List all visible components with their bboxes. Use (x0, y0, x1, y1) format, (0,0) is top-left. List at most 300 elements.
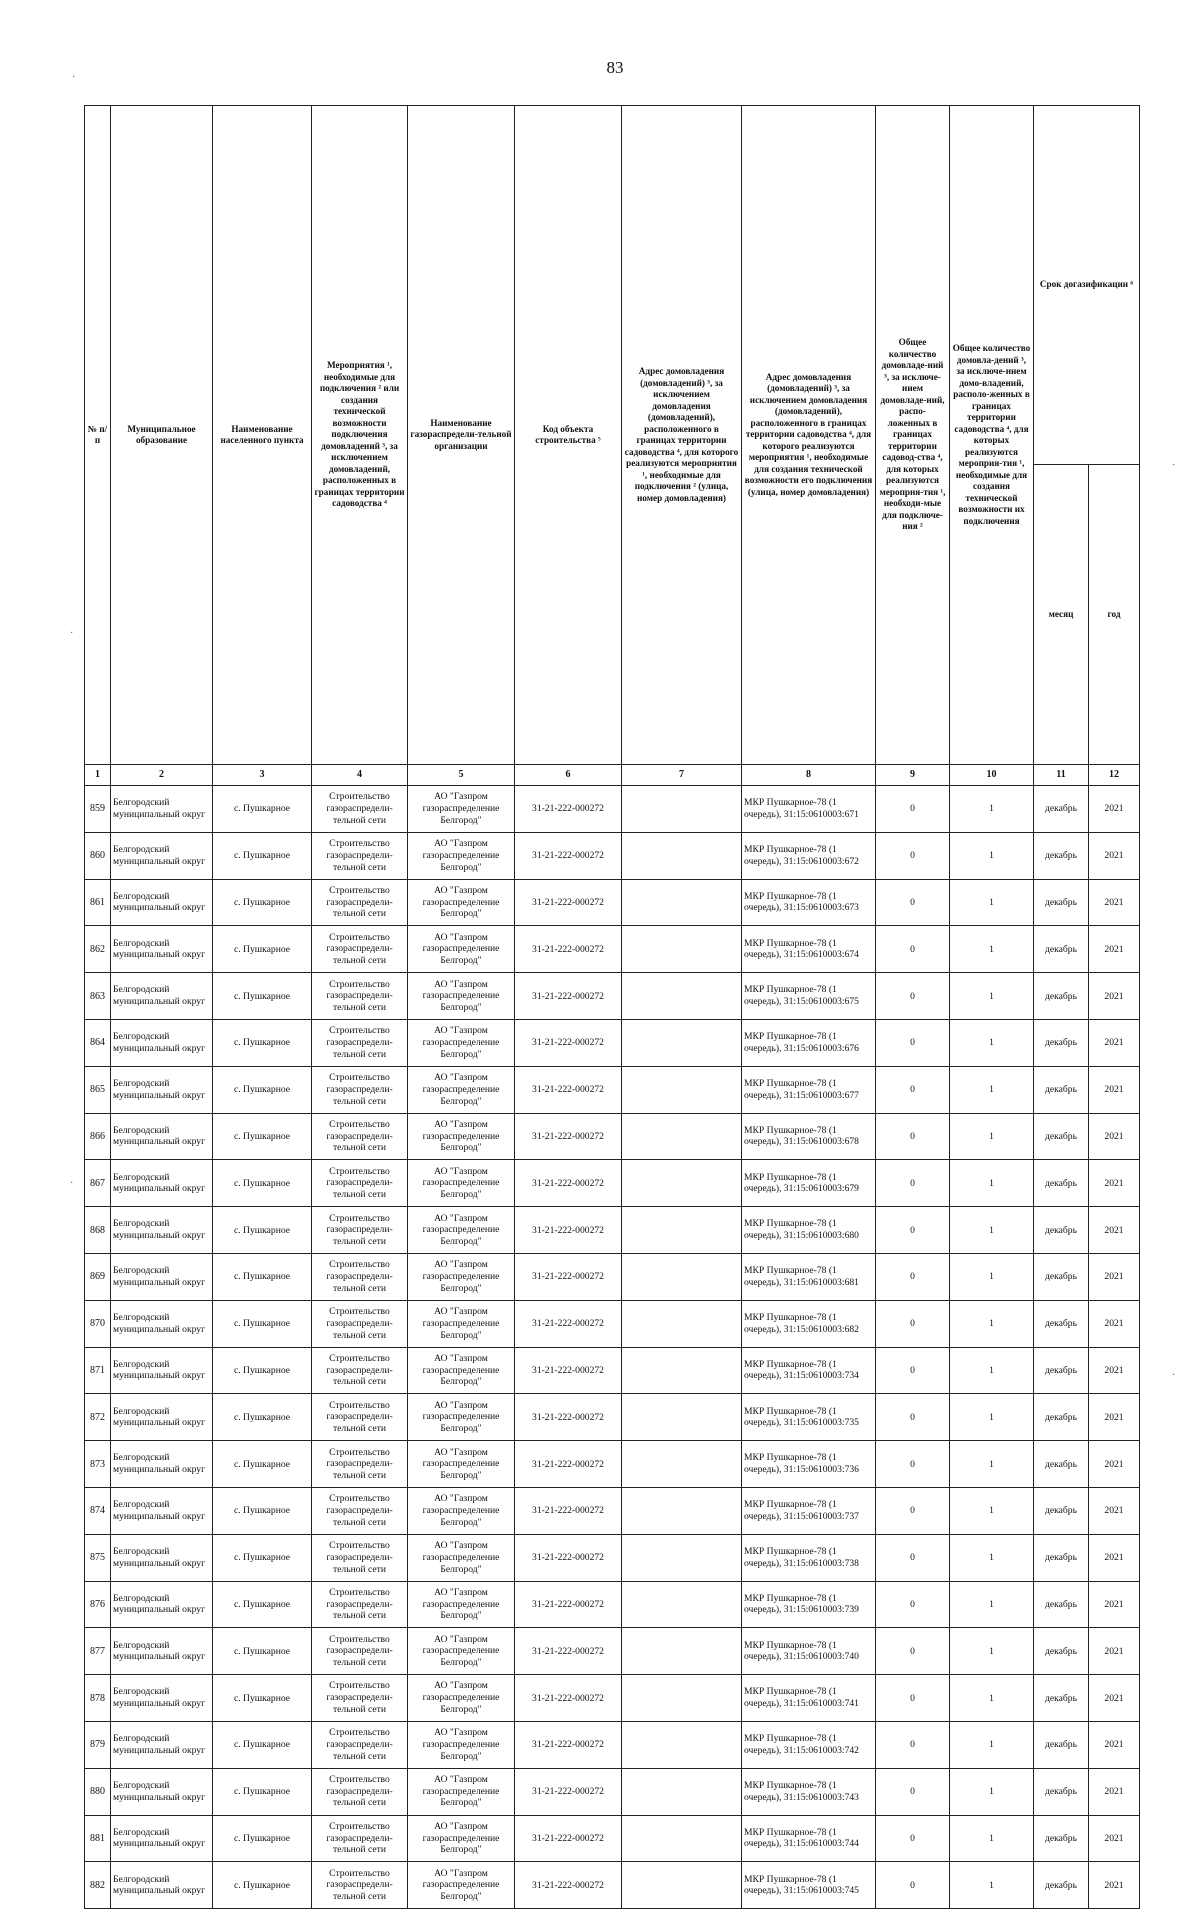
table-row (85, 1768, 1140, 1815)
locality-cell: с. Пушкарное (213, 1113, 312, 1160)
address-capability-cell: МКР Пушкарное-78 (1 очередь), 31:15:0610003:739 (742, 1581, 876, 1628)
address-capability-cell: МКР Пушкарное-78 (1 очередь), 31:15:0610003:675 (742, 973, 876, 1020)
locality-cell: с. Пушкарное (213, 1534, 312, 1581)
count-connection-cell: 0 (876, 879, 950, 926)
row-number: 866 (85, 1113, 111, 1160)
event-cell: Строительство газораспредели-тельной сети (312, 1207, 408, 1254)
header-row (85, 106, 1140, 465)
municipality-cell: Белгородский муниципальный округ (111, 1862, 213, 1909)
address-capability-cell: МКР Пушкарное-78 (1 очередь), 31:15:0610003:736 (742, 1441, 876, 1488)
row-number: 879 (85, 1721, 111, 1768)
deadline-month-cell: декабрь (1034, 1394, 1089, 1441)
organization-cell: АО "Газпром газораспределение Белгород" (408, 1815, 515, 1862)
count-connection-cell: 0 (876, 786, 950, 833)
address-capability-cell: МКР Пушкарное-78 (1 очередь), 31:15:0610003:742 (742, 1721, 876, 1768)
deadline-year-cell: 2021 (1089, 1815, 1140, 1862)
address-connection-cell (622, 1534, 742, 1581)
municipality-cell: Белгородский муниципальный округ (111, 1675, 213, 1722)
header-col-5: Наименование газораспредели-тельной организации (408, 106, 515, 765)
event-cell: Строительство газораспредели-тельной сети (312, 786, 408, 833)
municipality-cell: Белгородский муниципальный округ (111, 1347, 213, 1394)
object-code-cell: 31-21-222-000272 (515, 1113, 622, 1160)
row-number: 873 (85, 1441, 111, 1488)
deadline-month-cell: декабрь (1034, 879, 1089, 926)
address-connection-cell (622, 1113, 742, 1160)
locality-cell: с. Пушкарное (213, 1675, 312, 1722)
municipality-cell: Белгородский муниципальный округ (111, 1300, 213, 1347)
deadline-year-cell: 2021 (1089, 1721, 1140, 1768)
address-connection-cell (622, 1019, 742, 1066)
row-number: 874 (85, 1487, 111, 1534)
count-connection-cell: 0 (876, 1300, 950, 1347)
deadline-month-cell: декабрь (1034, 1253, 1089, 1300)
municipality-cell: Белгородский муниципальный округ (111, 1487, 213, 1534)
object-code-cell: 31-21-222-000272 (515, 1581, 622, 1628)
address-capability-cell: МКР Пушкарное-78 (1 очередь), 31:15:0610003:743 (742, 1768, 876, 1815)
address-capability-cell: МКР Пушкарное-78 (1 очередь), 31:15:0610003:678 (742, 1113, 876, 1160)
table-row (85, 1300, 1140, 1347)
deadline-year-cell: 2021 (1089, 1675, 1140, 1722)
count-capability-cell: 1 (950, 1768, 1034, 1815)
address-capability-cell: МКР Пушкарное-78 (1 очередь), 31:15:0610003:741 (742, 1675, 876, 1722)
event-cell: Строительство газораспредели-тельной сети (312, 1441, 408, 1488)
deadline-year-cell: 2021 (1089, 926, 1140, 973)
column-number: 10 (950, 765, 1034, 786)
deadline-year-cell: 2021 (1089, 1628, 1140, 1675)
deadline-month-cell: декабрь (1034, 1628, 1089, 1675)
object-code-cell: 31-21-222-000272 (515, 973, 622, 1020)
organization-cell: АО "Газпром газораспределение Белгород" (408, 1768, 515, 1815)
table-row (85, 1207, 1140, 1254)
organization-cell: АО "Газпром газораспределение Белгород" (408, 879, 515, 926)
municipality-cell: Белгородский муниципальный округ (111, 1394, 213, 1441)
count-capability-cell: 1 (950, 1066, 1034, 1113)
deadline-year-cell: 2021 (1089, 1441, 1140, 1488)
count-connection-cell: 0 (876, 926, 950, 973)
address-connection-cell (622, 832, 742, 879)
locality-cell: с. Пушкарное (213, 1300, 312, 1347)
address-capability-cell: МКР Пушкарное-78 (1 очередь), 31:15:0610003:674 (742, 926, 876, 973)
organization-cell: АО "Газпром газораспределение Белгород" (408, 786, 515, 833)
event-cell: Строительство газораспредели-тельной сети (312, 1160, 408, 1207)
table-row (85, 1160, 1140, 1207)
table-row (85, 1347, 1140, 1394)
header-col-2: Муниципальное образование (111, 106, 213, 765)
count-capability-cell: 1 (950, 1534, 1034, 1581)
municipality-cell: Белгородский муниципальный округ (111, 1019, 213, 1066)
address-capability-cell: МКР Пушкарное-78 (1 очередь), 31:15:0610003:680 (742, 1207, 876, 1254)
address-connection-cell (622, 1815, 742, 1862)
deadline-year-cell: 2021 (1089, 832, 1140, 879)
address-connection-cell (622, 926, 742, 973)
deadline-year-cell: 2021 (1089, 973, 1140, 1020)
count-connection-cell: 0 (876, 832, 950, 879)
event-cell: Строительство газораспредели-тельной сети (312, 1253, 408, 1300)
deadline-year-cell: 2021 (1089, 1066, 1140, 1113)
organization-cell: АО "Газпром газораспределение Белгород" (408, 1253, 515, 1300)
municipality-cell: Белгородский муниципальный округ (111, 1207, 213, 1254)
row-number: 869 (85, 1253, 111, 1300)
locality-cell: с. Пушкарное (213, 1441, 312, 1488)
object-code-cell: 31-21-222-000272 (515, 1066, 622, 1113)
organization-cell: АО "Газпром газораспределение Белгород" (408, 832, 515, 879)
address-capability-cell: МКР Пушкарное-78 (1 очередь), 31:15:0610003:682 (742, 1300, 876, 1347)
locality-cell: с. Пушкарное (213, 1207, 312, 1254)
count-capability-cell: 1 (950, 1160, 1034, 1207)
count-capability-cell: 1 (950, 1019, 1034, 1066)
organization-cell: АО "Газпром газораспределение Белгород" (408, 1347, 515, 1394)
event-cell: Строительство газораспредели-тельной сети (312, 1487, 408, 1534)
locality-cell: с. Пушкарное (213, 879, 312, 926)
deadline-year-cell: 2021 (1089, 1768, 1140, 1815)
locality-cell: с. Пушкарное (213, 1628, 312, 1675)
locality-cell: с. Пушкарное (213, 1721, 312, 1768)
municipality-cell: Белгородский муниципальный округ (111, 926, 213, 973)
count-connection-cell: 0 (876, 1628, 950, 1675)
address-capability-cell: МКР Пушкарное-78 (1 очередь), 31:15:0610003:681 (742, 1253, 876, 1300)
event-cell: Строительство газораспредели-тельной сети (312, 1113, 408, 1160)
municipality-cell: Белгородский муниципальный округ (111, 973, 213, 1020)
column-number: 1 (85, 765, 111, 786)
header-col-9: Общее количество домовладе-ний ³, за исключе-нием домовладе-ний, распо-ложенных в границах территории садовод-ства ⁴, для которых реализуются меропрня-тия ¹, необходи-мые для подключе-ния ² (876, 106, 950, 765)
row-number: 870 (85, 1300, 111, 1347)
object-code-cell: 31-21-222-000272 (515, 1862, 622, 1909)
municipality-cell: Белгородский муниципальный округ (111, 832, 213, 879)
table-row (85, 926, 1140, 973)
organization-cell: АО "Газпром газораспределение Белгород" (408, 1628, 515, 1675)
event-cell: Строительство газораспредели-тельной сети (312, 1066, 408, 1113)
count-connection-cell: 0 (876, 1019, 950, 1066)
event-cell: Строительство газораспредели-тельной сети (312, 1628, 408, 1675)
header-col-1: № п/п (85, 106, 111, 765)
deadline-year-cell: 2021 (1089, 1207, 1140, 1254)
count-capability-cell: 1 (950, 926, 1034, 973)
deadline-year-cell: 2021 (1089, 1862, 1140, 1909)
scan-mark: · (1172, 460, 1176, 471)
address-capability-cell: МКР Пушкарное-78 (1 очередь), 31:15:0610003:740 (742, 1628, 876, 1675)
header-col-3: Наименование населенного пункта (213, 106, 312, 765)
locality-cell: с. Пушкарное (213, 1487, 312, 1534)
header-col-6: Код объекта строительства ⁵ (515, 106, 622, 765)
deadline-year-cell: 2021 (1089, 879, 1140, 926)
table-row (85, 879, 1140, 926)
column-number: 5 (408, 765, 515, 786)
table-row (85, 1394, 1140, 1441)
address-capability-cell: МКР Пушкарное-78 (1 очередь), 31:15:0610003:677 (742, 1066, 876, 1113)
column-number: 11 (1034, 765, 1089, 786)
table-row (85, 1113, 1140, 1160)
address-connection-cell (622, 786, 742, 833)
count-capability-cell: 1 (950, 786, 1034, 833)
count-capability-cell: 1 (950, 1394, 1034, 1441)
object-code-cell: 31-21-222-000272 (515, 1253, 622, 1300)
object-code-cell: 31-21-222-000272 (515, 1487, 622, 1534)
count-capability-cell: 1 (950, 1207, 1034, 1254)
count-connection-cell: 0 (876, 973, 950, 1020)
address-connection-cell (622, 1394, 742, 1441)
row-number: 881 (85, 1815, 111, 1862)
deadline-year-cell: 2021 (1089, 1019, 1140, 1066)
table-row (85, 1721, 1140, 1768)
event-cell: Строительство газораспредели-тельной сети (312, 1019, 408, 1066)
table-row (85, 1487, 1140, 1534)
event-cell: Строительство газораспредели-тельной сети (312, 1394, 408, 1441)
address-connection-cell (622, 1207, 742, 1254)
address-capability-cell: МКР Пушкарное-78 (1 очередь), 31:15:0610003:679 (742, 1160, 876, 1207)
header-col-11-group: Срок догазификации ⁶ (1034, 106, 1140, 465)
deadline-month-cell: декабрь (1034, 973, 1089, 1020)
deadline-year-cell: 2021 (1089, 1253, 1140, 1300)
address-connection-cell (622, 1721, 742, 1768)
object-code-cell: 31-21-222-000272 (515, 786, 622, 833)
row-number: 863 (85, 973, 111, 1020)
row-number: 865 (85, 1066, 111, 1113)
scan-mark: · (72, 72, 76, 83)
locality-cell: с. Пушкарное (213, 1768, 312, 1815)
municipality-cell: Белгородский муниципальный округ (111, 1113, 213, 1160)
municipality-cell: Белгородский муниципальный округ (111, 1768, 213, 1815)
column-number: 4 (312, 765, 408, 786)
organization-cell: АО "Газпром газораспределение Белгород" (408, 1394, 515, 1441)
table-row (85, 786, 1140, 833)
column-number: 9 (876, 765, 950, 786)
event-cell: Строительство газораспредели-тельной сети (312, 926, 408, 973)
table-row (85, 1815, 1140, 1862)
deadline-year-cell: 2021 (1089, 1487, 1140, 1534)
count-capability-cell: 1 (950, 1441, 1034, 1488)
municipality-cell: Белгородский муниципальный округ (111, 786, 213, 833)
address-connection-cell (622, 1347, 742, 1394)
deadline-month-cell: декабрь (1034, 1019, 1089, 1066)
deadline-month-cell: декабрь (1034, 1113, 1089, 1160)
deadline-year-cell: 2021 (1089, 1394, 1140, 1441)
count-capability-cell: 1 (950, 1581, 1034, 1628)
count-connection-cell: 0 (876, 1534, 950, 1581)
deadline-year-cell: 2021 (1089, 1534, 1140, 1581)
organization-cell: АО "Газпром газораспределение Белгород" (408, 926, 515, 973)
column-number: 8 (742, 765, 876, 786)
deadline-month-cell: декабрь (1034, 1721, 1089, 1768)
address-capability-cell: МКР Пушкарное-78 (1 очередь), 31:15:0610003:734 (742, 1347, 876, 1394)
locality-cell: с. Пушкарное (213, 973, 312, 1020)
count-connection-cell: 0 (876, 1815, 950, 1862)
event-cell: Строительство газораспредели-тельной сети (312, 1347, 408, 1394)
address-connection-cell (622, 1581, 742, 1628)
object-code-cell: 31-21-222-000272 (515, 1347, 622, 1394)
count-capability-cell: 1 (950, 1721, 1034, 1768)
table-row (85, 1253, 1140, 1300)
row-number: 860 (85, 832, 111, 879)
event-cell: Строительство газораспредели-тельной сети (312, 1815, 408, 1862)
header-col-10: Общее количество домовла-дений ³, за исключе-нием домо-владений, располо-женных в границах территории садоводства ⁴, для которых реализуются мероприя-тия ¹, необходимые для создания технической возможности их подключения (950, 106, 1034, 765)
deadline-month-cell: декабрь (1034, 1581, 1089, 1628)
event-cell: Строительство газораспредели-тельной сети (312, 832, 408, 879)
organization-cell: АО "Газпром газораспределение Белгород" (408, 1019, 515, 1066)
address-capability-cell: МКР Пушкарное-78 (1 очередь), 31:15:0610003:745 (742, 1862, 876, 1909)
row-number: 882 (85, 1862, 111, 1909)
address-capability-cell: МКР Пушкарное-78 (1 очередь), 31:15:0610003:672 (742, 832, 876, 879)
object-code-cell: 31-21-222-000272 (515, 1300, 622, 1347)
column-number: 7 (622, 765, 742, 786)
table-row (85, 973, 1140, 1020)
object-code-cell: 31-21-222-000272 (515, 879, 622, 926)
municipality-cell: Белгородский муниципальный округ (111, 1815, 213, 1862)
event-cell: Строительство газораспредели-тельной сети (312, 1862, 408, 1909)
address-connection-cell (622, 1862, 742, 1909)
organization-cell: АО "Газпром газораспределение Белгород" (408, 1721, 515, 1768)
locality-cell: с. Пушкарное (213, 1394, 312, 1441)
address-connection-cell (622, 1160, 742, 1207)
count-connection-cell: 0 (876, 1441, 950, 1488)
municipality-cell: Белгородский муниципальный округ (111, 1160, 213, 1207)
deadline-year-cell: 2021 (1089, 1160, 1140, 1207)
count-capability-cell: 1 (950, 973, 1034, 1020)
address-capability-cell: МКР Пушкарное-78 (1 очередь), 31:15:0610003:676 (742, 1019, 876, 1066)
locality-cell: с. Пушкарное (213, 1862, 312, 1909)
event-cell: Строительство газораспредели-тельной сети (312, 973, 408, 1020)
deadline-month-cell: декабрь (1034, 1487, 1089, 1534)
count-connection-cell: 0 (876, 1394, 950, 1441)
address-connection-cell (622, 973, 742, 1020)
count-connection-cell: 0 (876, 1113, 950, 1160)
scan-mark: · (1172, 1370, 1176, 1381)
address-connection-cell (622, 1628, 742, 1675)
count-capability-cell: 1 (950, 1815, 1034, 1862)
count-capability-cell: 1 (950, 1347, 1034, 1394)
municipality-cell: Белгородский муниципальный округ (111, 1534, 213, 1581)
address-capability-cell: МКР Пушкарное-78 (1 очередь), 31:15:0610003:673 (742, 879, 876, 926)
organization-cell: АО "Газпром газораспределение Белгород" (408, 973, 515, 1020)
object-code-cell: 31-21-222-000272 (515, 926, 622, 973)
address-connection-cell (622, 1300, 742, 1347)
header-col-4: Мероприятия ¹, необходимые для подключения ² или создания технической возможности подключения домовладений ³, за исключением домовладений, расположенных в границах территории садоводства ⁴ (312, 106, 408, 765)
count-connection-cell: 0 (876, 1253, 950, 1300)
organization-cell: АО "Газпром газораспределение Белгород" (408, 1207, 515, 1254)
address-capability-cell: МКР Пушкарное-78 (1 очередь), 31:15:0610003:737 (742, 1487, 876, 1534)
deadline-year-cell: 2021 (1089, 786, 1140, 833)
row-number: 864 (85, 1019, 111, 1066)
address-capability-cell: МКР Пушкарное-78 (1 очередь), 31:15:0610003:735 (742, 1394, 876, 1441)
deadline-month-cell: декабрь (1034, 1066, 1089, 1113)
scan-mark: · (70, 628, 74, 639)
organization-cell: АО "Газпром газораспределение Белгород" (408, 1066, 515, 1113)
count-capability-cell: 1 (950, 1628, 1034, 1675)
deadline-year-cell: 2021 (1089, 1347, 1140, 1394)
count-connection-cell: 0 (876, 1721, 950, 1768)
row-number: 878 (85, 1675, 111, 1722)
organization-cell: АО "Газпром газораспределение Белгород" (408, 1675, 515, 1722)
object-code-cell: 31-21-222-000272 (515, 1815, 622, 1862)
locality-cell: с. Пушкарное (213, 1066, 312, 1113)
header-col-8: Адрес домовладения (домовладений) ³, за исключением домовладения (домовладений), расположенного в границах территории садоводства ⁴, для которого реализуются мероприятия ¹, необходимые для создания технической возможности его подключения (улица, номер домовладения) (742, 106, 876, 765)
event-cell: Строительство газораспредели-тельной сети (312, 1675, 408, 1722)
object-code-cell: 31-21-222-000272 (515, 1019, 622, 1066)
table-body (85, 786, 1140, 1909)
municipality-cell: Белгородский муниципальный округ (111, 1253, 213, 1300)
address-connection-cell (622, 1441, 742, 1488)
locality-cell: с. Пушкарное (213, 1815, 312, 1862)
header-col-12: год (1089, 465, 1140, 765)
organization-cell: АО "Газпром газораспределение Белгород" (408, 1300, 515, 1347)
locality-cell: с. Пушкарное (213, 1347, 312, 1394)
count-capability-cell: 1 (950, 1300, 1034, 1347)
object-code-cell: 31-21-222-000272 (515, 1394, 622, 1441)
event-cell: Строительство газораспредели-тельной сети (312, 1300, 408, 1347)
column-number: 2 (111, 765, 213, 786)
deadline-month-cell: декабрь (1034, 1300, 1089, 1347)
count-connection-cell: 0 (876, 1487, 950, 1534)
row-number: 862 (85, 926, 111, 973)
row-number: 880 (85, 1768, 111, 1815)
count-connection-cell: 0 (876, 1160, 950, 1207)
count-capability-cell: 1 (950, 1675, 1034, 1722)
count-connection-cell: 0 (876, 1675, 950, 1722)
count-connection-cell: 0 (876, 1066, 950, 1113)
column-number: 6 (515, 765, 622, 786)
column-number-row (85, 765, 1140, 786)
table-row (85, 1862, 1140, 1909)
object-code-cell: 31-21-222-000272 (515, 1441, 622, 1488)
table-row (85, 1019, 1140, 1066)
row-number: 868 (85, 1207, 111, 1254)
address-capability-cell: МКР Пушкарное-78 (1 очередь), 31:15:0610003:738 (742, 1534, 876, 1581)
locality-cell: с. Пушкарное (213, 786, 312, 833)
count-connection-cell: 0 (876, 1768, 950, 1815)
table-row (85, 832, 1140, 879)
deadline-month-cell: декабрь (1034, 1675, 1089, 1722)
row-number: 875 (85, 1534, 111, 1581)
deadline-month-cell: декабрь (1034, 832, 1089, 879)
column-number: 3 (213, 765, 312, 786)
municipality-cell: Белгородский муниципальный округ (111, 1581, 213, 1628)
municipality-cell: Белгородский муниципальный округ (111, 1066, 213, 1113)
count-connection-cell: 0 (876, 1581, 950, 1628)
page-number: 83 (606, 58, 624, 77)
event-cell: Строительство газораспредели-тельной сети (312, 1581, 408, 1628)
municipality-cell: Белгородский муниципальный округ (111, 1628, 213, 1675)
count-connection-cell: 0 (876, 1207, 950, 1254)
organization-cell: АО "Газпром газораспределение Белгород" (408, 1487, 515, 1534)
address-connection-cell (622, 1675, 742, 1722)
table-row (85, 1441, 1140, 1488)
count-connection-cell: 0 (876, 1347, 950, 1394)
row-number: 867 (85, 1160, 111, 1207)
deadline-month-cell: декабрь (1034, 1768, 1089, 1815)
organization-cell: АО "Газпром газораспределение Белгород" (408, 1160, 515, 1207)
object-code-cell: 31-21-222-000272 (515, 1768, 622, 1815)
address-connection-cell (622, 1253, 742, 1300)
locality-cell: с. Пушкарное (213, 1019, 312, 1066)
row-number: 871 (85, 1347, 111, 1394)
deadline-month-cell: декабрь (1034, 786, 1089, 833)
header-col-11: месяц (1034, 465, 1089, 765)
address-capability-cell: МКР Пушкарное-78 (1 очередь), 31:15:0610003:671 (742, 786, 876, 833)
event-cell: Строительство газораспредели-тельной сети (312, 1534, 408, 1581)
deadline-month-cell: декабрь (1034, 1534, 1089, 1581)
locality-cell: с. Пушкарное (213, 1160, 312, 1207)
object-code-cell: 31-21-222-000272 (515, 1628, 622, 1675)
event-cell: Строительство газораспредели-тельной сети (312, 1768, 408, 1815)
address-capability-cell: МКР Пушкарное-78 (1 очередь), 31:15:0610003:744 (742, 1815, 876, 1862)
organization-cell: АО "Газпром газораспределение Белгород" (408, 1113, 515, 1160)
table-row (85, 1628, 1140, 1675)
deadline-month-cell: декабрь (1034, 1815, 1089, 1862)
row-number: 859 (85, 786, 111, 833)
scan-mark: · (70, 1178, 74, 1189)
table-row (85, 1581, 1140, 1628)
locality-cell: с. Пушкарное (213, 1253, 312, 1300)
deadline-month-cell: декабрь (1034, 1441, 1089, 1488)
